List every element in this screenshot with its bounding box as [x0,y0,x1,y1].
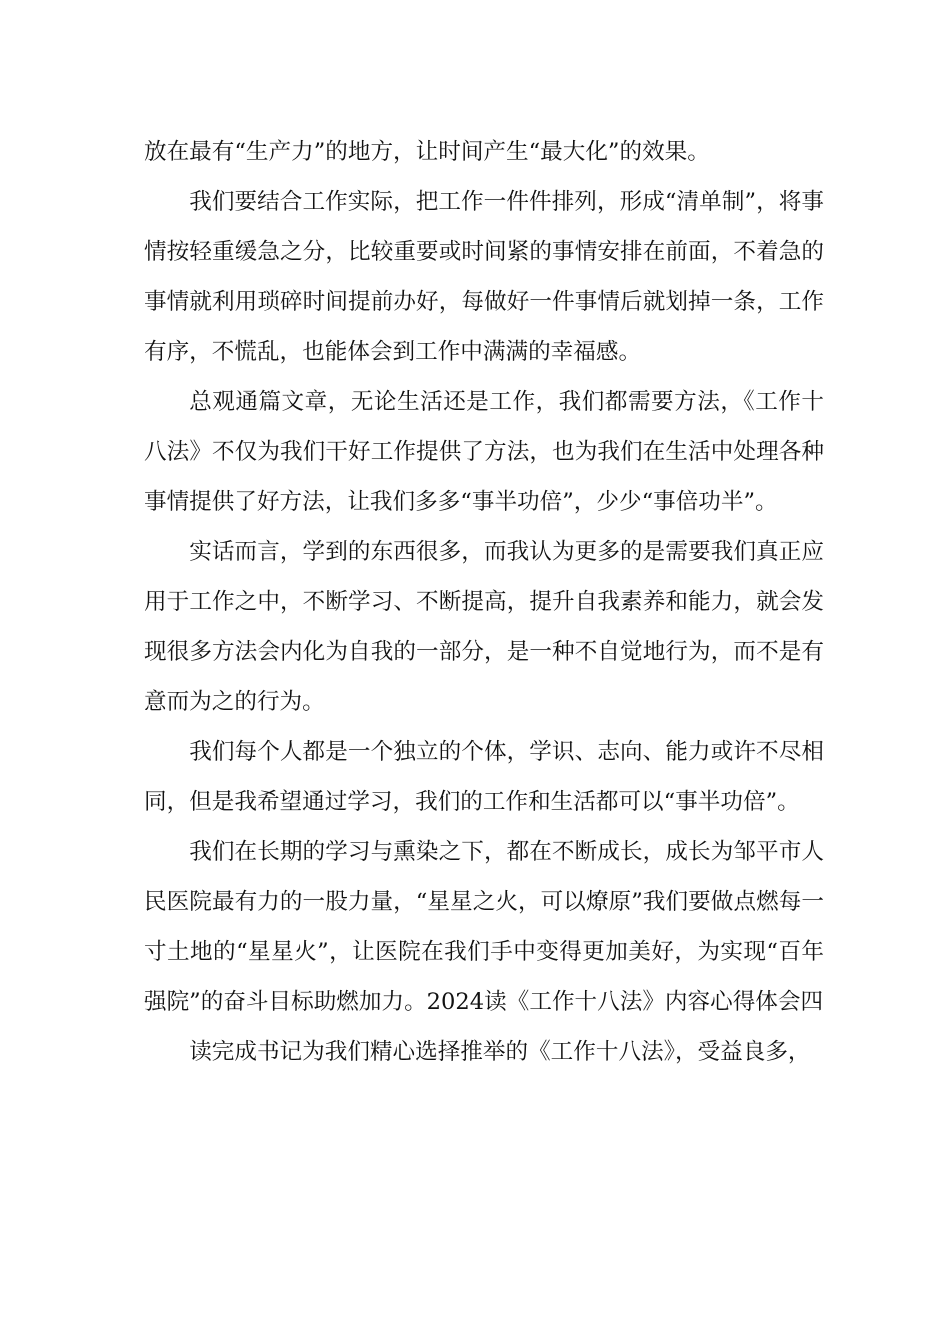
paragraph-5: 我们每个人都是一个独立的个体，学识、志向、能力或许不尽相同，但是我希望通过学习，我们的工作和生活都可以“事半功倍”。 [144,739,824,815]
paragraph-2: 我们要结合工作实际，把工作一件件排列，形成“清单制”，将事情按轻重缓急之分，比较重要或时间紧的事情安排在前面，不着急的事情就利用琐碎时间提前办好，每做好一件事情后就划掉一条，工作有序，不慌乱，也能体会到工作中满满的幸福感。 [144,189,824,365]
paragraph-3: 总观通篇文章，无论生活还是工作，我们都需要方法，《工作十八法》不仅为我们干好工作提供了方法，也为我们在生活中处理各种事情提供了好方法，让我们多多“事半功倍”，少少“事倍功半”。 [144,389,824,515]
paragraph-4: 实话而言，学到的东西很多，而我认为更多的是需要我们真正应用于工作之中，不断学习、不断提高，提升自我素养和能力，就会发现很多方法会内化为自我的一部分，是一种不自觉地行为，而不是有意而为之的行为。 [144,539,824,715]
paragraph-1: 放在最有“生产力”的地方，让时间产生“最大化”的效果。 [144,139,710,165]
paragraph-6: 我们在长期的学习与熏染之下，都在不断成长，成长为邹平市人民医院最有力的一股力量，“星星之火，可以燎原”我们要做点燃每一寸土地的“星星火”，让医院在我们手中变得更加美好，为实现“百年强院”的奋斗目标助燃加力。2024读《工作十八法》内容心得体会四 [144,839,824,1015]
paragraph-7: 读完成书记为我们精心选择推举的《工作十八法》，受益良多， [189,1039,811,1065]
document-page [144,127,824,1077]
